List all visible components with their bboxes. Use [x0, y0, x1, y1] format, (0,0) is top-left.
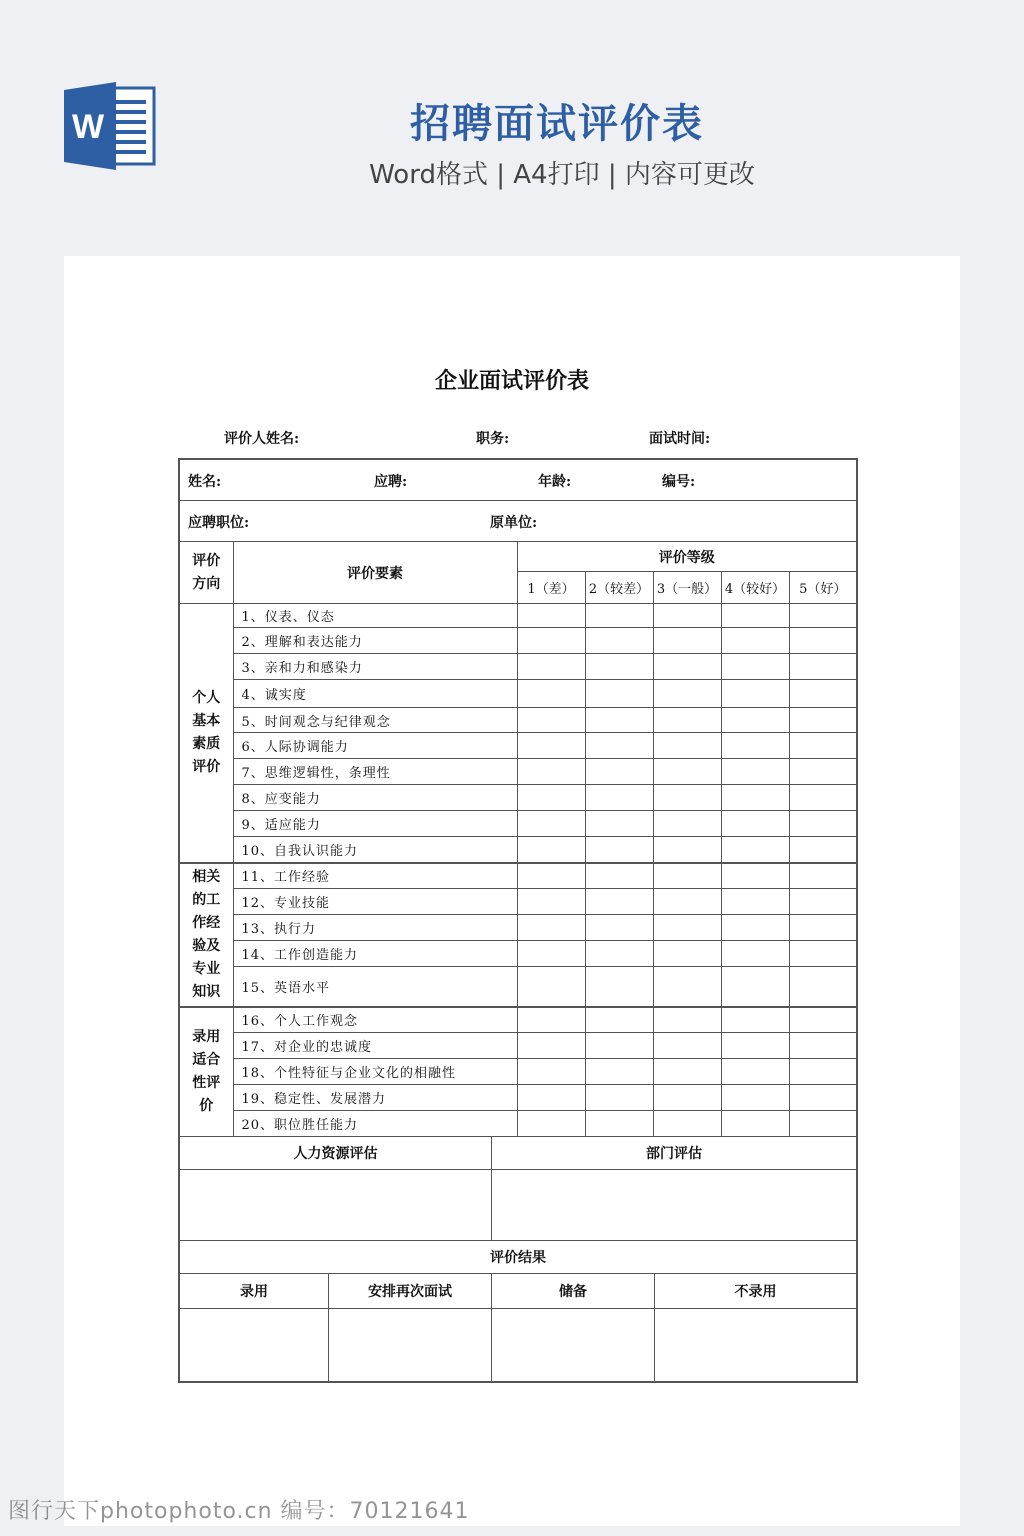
grade-checkbox-cell[interactable] — [653, 863, 721, 889]
dept-assessment-header: 部门评估 — [646, 1146, 703, 1162]
number-label: 编号: — [662, 474, 696, 490]
grade-checkbox-cell[interactable] — [721, 708, 789, 733]
grade-checkbox-cell[interactable] — [721, 863, 789, 889]
grade-checkbox-cell[interactable] — [721, 941, 789, 967]
evaluation-item-row — [179, 1007, 857, 1033]
grade-checkbox-cell[interactable] — [585, 654, 653, 680]
grade-checkbox-cell[interactable] — [789, 941, 857, 967]
evaluation-item: 8、应变能力 — [233, 785, 517, 811]
result-title-row — [179, 1241, 857, 1274]
grade-checkbox-cell[interactable] — [585, 628, 653, 654]
evaluator-meta-row — [64, 428, 960, 450]
hr-assessment-input[interactable] — [180, 1170, 492, 1240]
grade-checkbox-cell[interactable] — [721, 1111, 789, 1137]
grade-checkbox-cell[interactable] — [517, 863, 585, 889]
evaluation-item-row — [179, 889, 857, 915]
grade-checkbox-cell[interactable] — [585, 1007, 653, 1033]
result-input-4[interactable] — [655, 1309, 856, 1381]
grade-checkbox-cell[interactable] — [517, 628, 585, 654]
grade-checkbox-cell[interactable] — [653, 1085, 721, 1111]
result-option-2: 安排再次面试 — [329, 1274, 492, 1308]
candidate-name-label: 姓名: — [188, 474, 222, 490]
grade-checkbox-cell[interactable] — [585, 733, 653, 759]
assessment-body-row — [179, 1170, 857, 1241]
evaluation-item-row — [179, 1059, 857, 1085]
grade-checkbox-cell[interactable] — [789, 863, 857, 889]
grade-checkbox-cell[interactable] — [585, 708, 653, 733]
grade-checkbox-cell[interactable] — [721, 604, 789, 628]
result-option-1: 录用 — [180, 1274, 329, 1308]
evaluation-item: 9、适应能力 — [233, 811, 517, 837]
grade-checkbox-cell[interactable] — [721, 628, 789, 654]
evaluation-item: 2、理解和表达能力 — [233, 628, 517, 654]
grade-checkbox-cell[interactable] — [517, 889, 585, 915]
apply-label: 应聘: — [374, 474, 408, 490]
grade-checkbox-cell[interactable] — [517, 733, 585, 759]
grade-checkbox-cell[interactable] — [653, 680, 721, 708]
apply-position-label: 应聘职位: — [188, 515, 250, 531]
grade-checkbox-cell[interactable] — [721, 759, 789, 785]
document-page — [64, 256, 960, 1526]
grade-checkbox-cell[interactable] — [789, 708, 857, 733]
grade-checkbox-cell[interactable] — [789, 759, 857, 785]
grade-checkbox-cell[interactable] — [653, 604, 721, 628]
evaluation-item-row — [179, 708, 857, 733]
grade-3: 3（一般） — [653, 572, 721, 604]
evaluation-item: 5、时间观念与纪律观念 — [233, 708, 517, 733]
section-direction-2: 相关 的工 作经 验及 专业 知识 — [179, 863, 233, 1007]
grade-1: 1（差） — [517, 572, 585, 604]
evaluation-item: 14、工作创造能力 — [233, 941, 517, 967]
grade-checkbox-cell[interactable] — [721, 915, 789, 941]
evaluation-table — [178, 458, 858, 1383]
evaluation-item: 1、仪表、仪态 — [233, 604, 517, 628]
evaluation-item-row — [179, 967, 857, 1007]
grade-checkbox-cell[interactable] — [517, 759, 585, 785]
evaluation-item-row — [179, 1085, 857, 1111]
grade-checkbox-cell[interactable] — [721, 785, 789, 811]
grade-checkbox-cell[interactable] — [585, 915, 653, 941]
grade-checkbox-cell[interactable] — [789, 1085, 857, 1111]
grade-checkbox-cell[interactable] — [789, 811, 857, 837]
direction-header: 评价 方向 — [179, 542, 233, 604]
grade-checkbox-cell[interactable] — [721, 889, 789, 915]
grade-checkbox-cell[interactable] — [789, 915, 857, 941]
evaluation-item-row — [179, 1033, 857, 1059]
grade-checkbox-cell[interactable] — [585, 811, 653, 837]
evaluation-item: 18、个性特征与企业文化的相融性 — [233, 1059, 517, 1085]
grade-checkbox-cell[interactable] — [585, 785, 653, 811]
grade-checkbox-cell[interactable] — [585, 889, 653, 915]
page-title: 招聘面试评价表 — [410, 101, 704, 147]
position-info-row — [179, 501, 857, 542]
grade-checkbox-cell[interactable] — [653, 941, 721, 967]
grade-checkbox-cell[interactable] — [517, 941, 585, 967]
grade-checkbox-cell[interactable] — [517, 811, 585, 837]
grade-checkbox-cell[interactable] — [585, 1111, 653, 1137]
grade-2: 2（较差） — [585, 572, 653, 604]
assessment-header-row — [179, 1137, 857, 1170]
evaluation-item-row — [179, 733, 857, 759]
evaluation-item: 13、执行力 — [233, 915, 517, 941]
evaluation-item-row — [179, 1111, 857, 1137]
grade-checkbox-cell[interactable] — [517, 785, 585, 811]
watermark: 图行天下photophoto.cn 编号：70121641 — [8, 1499, 470, 1524]
page-subtitle: Word格式 | A4打印 | 内容可更改 — [369, 160, 755, 190]
grade-checkbox-cell[interactable] — [653, 1111, 721, 1137]
grade-checkbox-cell[interactable] — [721, 654, 789, 680]
evaluation-item-row — [179, 941, 857, 967]
evaluation-item: 16、个人工作观念 — [233, 1007, 517, 1033]
evaluation-item-row — [179, 604, 857, 628]
grade-checkbox-cell[interactable] — [517, 837, 585, 863]
evaluation-item-row — [179, 654, 857, 680]
evaluation-item: 7、思维逻辑性，条理性 — [233, 759, 517, 785]
grade-checkbox-cell[interactable] — [789, 1033, 857, 1059]
evaluation-item: 15、英语水平 — [233, 967, 517, 1007]
grade-checkbox-cell[interactable] — [653, 889, 721, 915]
grade-checkbox-cell[interactable] — [653, 915, 721, 941]
result-input-1[interactable] — [180, 1309, 329, 1381]
grade-checkbox-cell[interactable] — [653, 1007, 721, 1033]
evaluation-item: 4、诚实度 — [233, 680, 517, 708]
evaluation-item-row — [179, 837, 857, 863]
grade-checkbox-cell[interactable] — [585, 759, 653, 785]
evaluation-item-row — [179, 863, 857, 889]
evaluation-item: 17、对企业的忠诚度 — [233, 1033, 517, 1059]
grade-checkbox-cell[interactable] — [585, 1033, 653, 1059]
result-input-row — [179, 1309, 857, 1383]
interview-time-label: 面试时间: — [649, 431, 711, 447]
evaluation-item: 3、亲和力和感染力 — [233, 654, 517, 680]
grade-checkbox-cell[interactable] — [517, 1007, 585, 1033]
grade-checkbox-cell[interactable] — [721, 1059, 789, 1085]
grade-header: 评价等级 — [517, 542, 857, 572]
result-title: 评价结果 — [179, 1241, 857, 1274]
grade-checkbox-cell[interactable] — [789, 654, 857, 680]
grade-checkbox-cell[interactable] — [721, 967, 789, 1007]
original-unit-label: 原单位: — [490, 515, 538, 531]
word-logo-letter: W — [71, 108, 105, 146]
grade-checkbox-cell[interactable] — [653, 967, 721, 1007]
grade-checkbox-cell[interactable] — [721, 811, 789, 837]
evaluation-item-row — [179, 785, 857, 811]
grade-checkbox-cell[interactable] — [517, 1033, 585, 1059]
evaluation-item-row — [179, 759, 857, 785]
result-input-2[interactable] — [329, 1309, 492, 1381]
evaluation-item-row — [179, 811, 857, 837]
grade-checkbox-cell[interactable] — [789, 837, 857, 863]
grade-checkbox-cell[interactable] — [789, 967, 857, 1007]
grade-checkbox-cell[interactable] — [653, 837, 721, 863]
grade-checkbox-cell[interactable] — [517, 708, 585, 733]
grade-checkbox-cell[interactable] — [517, 915, 585, 941]
grade-checkbox-cell[interactable] — [653, 759, 721, 785]
grade-checkbox-cell[interactable] — [721, 1085, 789, 1111]
evaluation-item-row — [179, 680, 857, 708]
grade-checkbox-cell[interactable] — [585, 941, 653, 967]
grade-checkbox-cell[interactable] — [789, 785, 857, 811]
grade-checkbox-cell[interactable] — [653, 1059, 721, 1085]
evaluation-item: 6、人际协调能力 — [233, 733, 517, 759]
grade-checkbox-cell[interactable] — [585, 837, 653, 863]
grade-checkbox-cell[interactable] — [789, 733, 857, 759]
result-input-3[interactable] — [492, 1309, 655, 1381]
grade-checkbox-cell[interactable] — [517, 654, 585, 680]
grade-checkbox-cell[interactable] — [653, 785, 721, 811]
section-direction-1: 个人 基本 素质 评价 — [179, 604, 233, 863]
grade-checkbox-cell[interactable] — [653, 1033, 721, 1059]
grade-checkbox-cell[interactable] — [721, 1007, 789, 1033]
grade-checkbox-cell[interactable] — [789, 680, 857, 708]
grade-checkbox-cell[interactable] — [653, 708, 721, 733]
evaluator-position-label: 职务: — [476, 431, 510, 447]
grade-checkbox-cell[interactable] — [517, 1085, 585, 1111]
evaluation-item: 19、稳定性、发展潜力 — [233, 1085, 517, 1111]
grade-checkbox-cell[interactable] — [653, 811, 721, 837]
evaluation-item-row — [179, 915, 857, 941]
grade-checkbox-cell[interactable] — [517, 1111, 585, 1137]
grade-checkbox-cell[interactable] — [585, 680, 653, 708]
hr-assessment-header: 人力资源评估 — [180, 1137, 492, 1169]
grade-checkbox-cell[interactable] — [517, 604, 585, 628]
result-options-row — [179, 1274, 857, 1309]
grade-checkbox-cell[interactable] — [653, 628, 721, 654]
grade-checkbox-cell[interactable] — [585, 1085, 653, 1111]
result-option-4: 不录用 — [734, 1284, 777, 1300]
section-direction-3: 录用 适合 性评 价 — [179, 1007, 233, 1137]
grade-5: 5（好） — [789, 572, 857, 604]
grade-checkbox-cell[interactable] — [585, 1059, 653, 1085]
grade-checkbox-cell[interactable] — [585, 967, 653, 1007]
evaluation-item: 11、工作经验 — [233, 863, 517, 889]
table-header-row — [179, 542, 857, 572]
grade-checkbox-cell[interactable] — [721, 1033, 789, 1059]
evaluator-name-label: 评价人姓名: — [224, 431, 300, 447]
candidate-info-row — [179, 459, 857, 501]
grade-checkbox-cell[interactable] — [789, 889, 857, 915]
grade-checkbox-cell[interactable] — [585, 604, 653, 628]
grade-checkbox-cell[interactable] — [517, 680, 585, 708]
grade-checkbox-cell[interactable] — [721, 680, 789, 708]
grade-checkbox-cell[interactable] — [721, 837, 789, 863]
evaluation-item: 20、职位胜任能力 — [233, 1111, 517, 1137]
grade-checkbox-cell[interactable] — [721, 733, 789, 759]
dept-assessment-input[interactable] — [492, 1170, 856, 1240]
age-label: 年龄: — [538, 474, 572, 490]
grade-checkbox-cell[interactable] — [789, 1059, 857, 1085]
grade-checkbox-cell[interactable] — [789, 1111, 857, 1137]
evaluation-item: 12、专业技能 — [233, 889, 517, 915]
grade-checkbox-cell[interactable] — [653, 654, 721, 680]
evaluation-item-row — [179, 628, 857, 654]
grade-checkbox-cell[interactable] — [653, 733, 721, 759]
grade-checkbox-cell[interactable] — [789, 1007, 857, 1033]
result-option-3: 储备 — [492, 1274, 655, 1308]
evaluation-item: 10、自我认识能力 — [233, 837, 517, 863]
elements-header: 评价要素 — [233, 542, 517, 604]
grade-checkbox-cell[interactable] — [789, 604, 857, 628]
grade-4: 4（较好） — [721, 572, 789, 604]
grade-checkbox-cell[interactable] — [517, 967, 585, 1007]
document-title: 企业面试评价表 — [434, 368, 589, 394]
grade-checkbox-cell[interactable] — [585, 863, 653, 889]
grade-checkbox-cell[interactable] — [517, 1059, 585, 1085]
grade-checkbox-cell[interactable] — [789, 628, 857, 654]
